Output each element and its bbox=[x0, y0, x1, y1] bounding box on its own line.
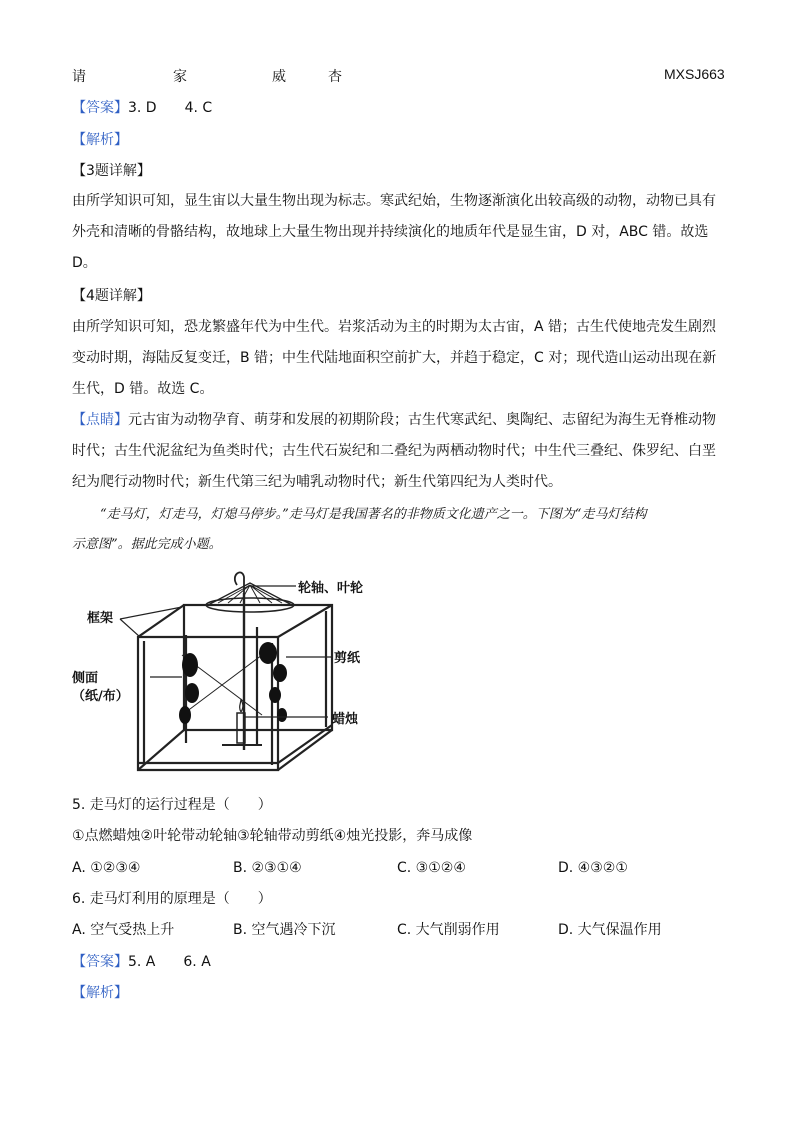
q3-heading: 【3题详解】 bbox=[72, 163, 151, 179]
q6-option-d: D. 大气保温作用 bbox=[558, 922, 662, 938]
label-side: 侧面 bbox=[72, 671, 99, 686]
dianjing-line: 纪为爬行动物时代；新生代第三纪为哺乳动物时代；新生代第四纪为人类时代。 bbox=[72, 474, 562, 490]
answer-text: 3. D 4. C bbox=[128, 100, 213, 116]
answer-line-2 bbox=[72, 952, 211, 972]
header-word: 家 bbox=[173, 69, 187, 85]
header-word: 请 bbox=[72, 69, 86, 85]
dianjing-tag: 【点睛】 bbox=[72, 412, 128, 428]
lantern-illustration bbox=[72, 565, 412, 780]
label-frame: 框架 bbox=[87, 611, 114, 626]
q4-line: 变动时期，海陆反复变迁，B 错；中生代陆地面积空前扩大，并趋于稳定，C 对；现代造山运动出现在新 bbox=[72, 350, 717, 366]
q3-line: D。 bbox=[72, 255, 97, 271]
intro-line: “走马灯，灯走马，灯熄马停步。”走马灯是我国著名的非物质文化遗产之一。下图为“走马灯结构 bbox=[100, 507, 647, 522]
answer-line-1 bbox=[72, 98, 212, 118]
label-candle: 蜡烛 bbox=[332, 712, 359, 727]
q4-line: 由所学知识可知，恐龙繁盛年代为中生代。岩浆活动为主的时期为太古宙，A 错；古生代使地壳发生剧烈 bbox=[72, 319, 717, 335]
header-word: 杏 bbox=[328, 69, 342, 85]
answer-text: 5. A 6. A bbox=[128, 954, 211, 970]
answer-tag: 【答案】 bbox=[72, 954, 128, 970]
q5-option-c: C. ③①②④ bbox=[397, 860, 466, 876]
q3-line: 由所学知识可知，显生宙以大量生物出现为标志。寒武纪始，生物逐渐演化出较高级的动物，动物已具有 bbox=[72, 193, 716, 209]
q5-option-b: B. ②③①④ bbox=[233, 860, 302, 876]
analysis-tag: 【解析】 bbox=[72, 985, 128, 1001]
q6-option-b: B. 空气遇冷下沉 bbox=[233, 922, 336, 938]
header-word: 威 bbox=[272, 69, 286, 85]
doc-code: MXSJ663 bbox=[664, 66, 725, 82]
q5-option-d: D. ④③②① bbox=[558, 860, 628, 876]
dianjing-line bbox=[72, 410, 716, 430]
analysis-tag: 【解析】 bbox=[72, 132, 128, 148]
q6-stem: 6. 走马灯利用的原理是（ ） bbox=[72, 891, 272, 907]
q5-detail: ①点燃蜡烛②叶轮带动轮轴③轮轴带动剪纸④烛光投影，奔马成像 bbox=[72, 828, 473, 844]
label-paper-cut: 剪纸 bbox=[334, 651, 361, 666]
label-shaft-impeller: 轮轴、叶轮 bbox=[298, 581, 364, 596]
q6-option-a: A. 空气受热上升 bbox=[72, 922, 175, 938]
q5-stem: 5. 走马灯的运行过程是（ ） bbox=[72, 797, 272, 813]
q4-line: 生代，D 错。故选 C。 bbox=[72, 381, 214, 397]
q6-option-c: C. 大气削弱作用 bbox=[397, 922, 500, 938]
lantern-diagram bbox=[72, 565, 412, 780]
dianjing-line: 时代；古生代泥盆纪为鱼类时代；古生代石炭纪和二叠纪为两栖动物时代；中生代三叠纪、侏罗纪、白垩 bbox=[72, 443, 716, 459]
label-side-material: （纸/布） bbox=[72, 689, 129, 704]
answer-tag: 【答案】 bbox=[72, 100, 128, 116]
q4-heading: 【4题详解】 bbox=[72, 288, 151, 304]
intro-line: 示意图”。据此完成小题。 bbox=[72, 537, 222, 552]
q5-option-a: A. ①②③④ bbox=[72, 860, 141, 876]
dianjing-text: 元古宙为动物孕育、萌芽和发展的初期阶段；古生代寒武纪、奥陶纪、志留纪为海生无脊椎动物 bbox=[128, 412, 716, 428]
q3-line: 外壳和清晰的骨骼结构，故地球上大量生物出现并持续演化的地质年代是显生宙，D 对，ABC 错。故选 bbox=[72, 224, 709, 240]
